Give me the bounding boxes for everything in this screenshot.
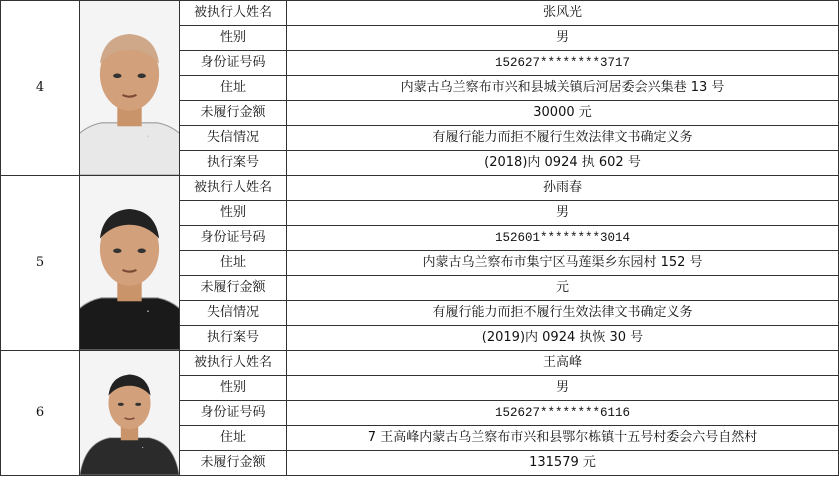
person-photo (80, 1, 180, 176)
field-label: 住址 (180, 426, 287, 451)
field-value: 男 (287, 201, 839, 226)
field-value: 孙雨春 (287, 176, 839, 201)
field-label: 身份证号码 (180, 226, 287, 251)
field-value: 内蒙古乌兰察布市集宁区马莲渠乡东园村 152 号 (287, 251, 839, 276)
field-label: 被执行人姓名 (180, 176, 287, 201)
person-photo (80, 176, 180, 351)
field-label: 失信情况 (180, 126, 287, 151)
roster-body (1, 1, 839, 476)
field-label: 被执行人姓名 (180, 351, 287, 376)
person-photo-icon (80, 176, 179, 350)
record-index: 6 (1, 351, 80, 476)
field-value: 152627********3717 (287, 51, 839, 76)
record-index: 5 (1, 176, 80, 351)
field-label: 身份证号码 (180, 51, 287, 76)
field-label: 性别 (180, 201, 287, 226)
field-value: 有履行能力而拒不履行生效法律文书确定义务 (287, 126, 839, 151)
field-value: 元 (287, 276, 839, 301)
table-row (1, 351, 839, 376)
field-value: (2019)内 0924 执恢 30 号 (287, 326, 839, 351)
field-label: 未履行金额 (180, 101, 287, 126)
field-value: 7 王高峰内蒙古乌兰察布市兴和县鄂尔栋镇十五号村委会六号自然村 (287, 426, 839, 451)
field-value: 内蒙古乌兰察布市兴和县城关镇后河居委会兴集巷 13 号 (287, 76, 839, 101)
table-row (1, 176, 839, 201)
field-label: 身份证号码 (180, 401, 287, 426)
field-value: 131579 元 (287, 451, 839, 476)
svg-text:·: · (138, 443, 149, 452)
field-value: 152601********3014 (287, 226, 839, 251)
field-value: 有履行能力而拒不履行生效法律文书确定义务 (287, 301, 839, 326)
field-label: 住址 (180, 76, 287, 101)
field-value: 张风光 (287, 1, 839, 26)
field-value: 王高峰 (287, 351, 839, 376)
field-label: 被执行人姓名 (180, 1, 287, 26)
svg-text:·: · (141, 130, 156, 142)
field-label: 性别 (180, 26, 287, 51)
svg-text:·: · (141, 305, 156, 317)
field-label: 执行案号 (180, 151, 287, 176)
field-value: 30000 元 (287, 101, 839, 126)
field-value: 152627********6116 (287, 401, 839, 426)
table-row (1, 1, 839, 26)
field-value: (2018)内 0924 执 602 号 (287, 151, 839, 176)
person-photo-icon (80, 351, 179, 475)
field-label: 未履行金额 (180, 276, 287, 301)
field-label: 住址 (180, 251, 287, 276)
person-photo-icon (80, 1, 179, 175)
person-photo (80, 351, 180, 476)
field-label: 执行案号 (180, 326, 287, 351)
record-index: 4 (1, 1, 80, 176)
field-label: 失信情况 (180, 301, 287, 326)
field-label: 未履行金额 (180, 451, 287, 476)
field-label: 性别 (180, 376, 287, 401)
field-value: 男 (287, 376, 839, 401)
field-value: 男 (287, 26, 839, 51)
